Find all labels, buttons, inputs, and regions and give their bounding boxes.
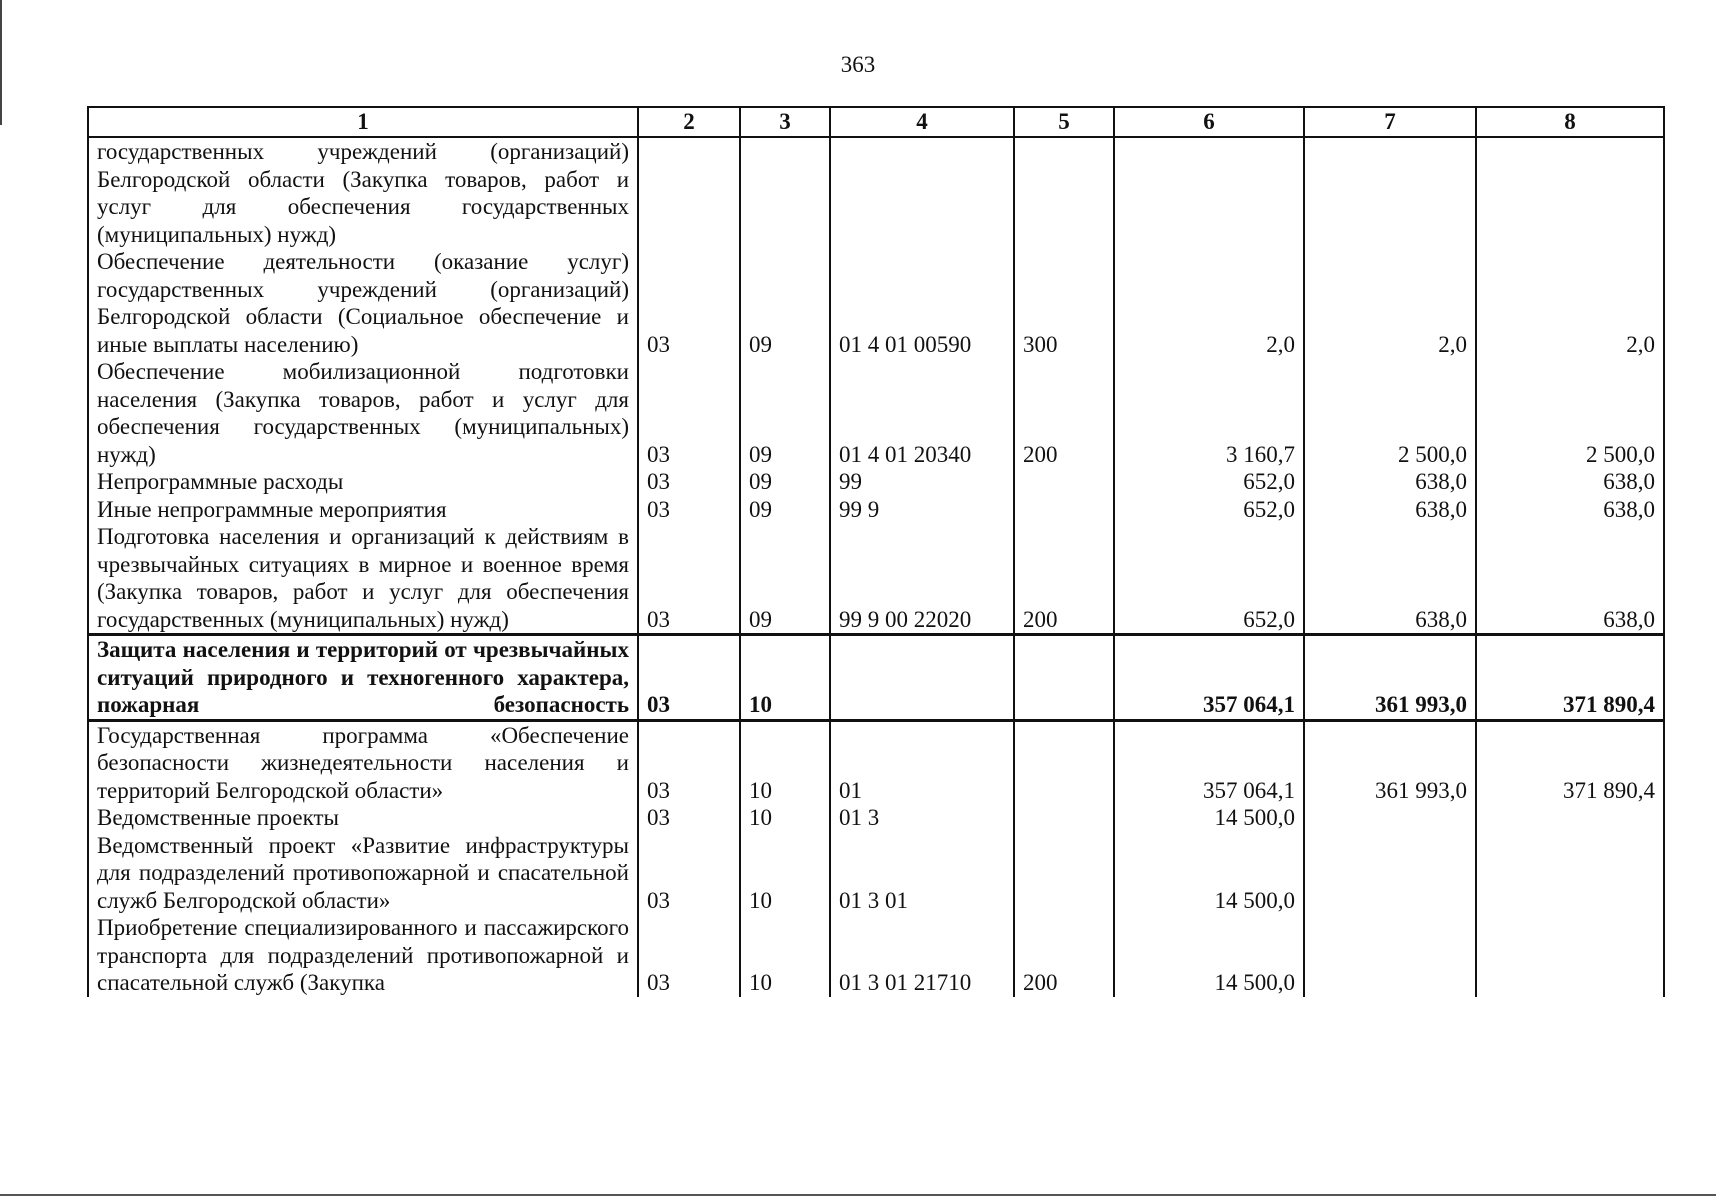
row-subsection-code: 10 — [740, 914, 830, 997]
col-header-5: 5 — [1014, 107, 1114, 137]
row-amount-col6: 652,0 — [1114, 468, 1304, 496]
row-section-code: 03 — [638, 914, 740, 997]
row-amount-col6: 14 500,0 — [1114, 804, 1304, 832]
row-amount-col8 — [1476, 137, 1664, 248]
row-target-article — [830, 137, 1014, 248]
row-description: Ведомственные проекты — [88, 804, 638, 832]
row-expense-type: 200 — [1014, 358, 1114, 468]
row-target-article: 01 3 01 — [830, 832, 1014, 915]
row-amount-col7: 2 500,0 — [1304, 358, 1476, 468]
row-description: Подготовка населения и организаций к действиям в чрезвычайных ситуациях в мирное и военное время (Закупка товаров, работ и услуг для обеспечения государственных (муниципальных) нужд) — [88, 523, 638, 635]
table-body — [88, 137, 1664, 997]
row-section-code: 03 — [638, 358, 740, 468]
row-section-code: 03 — [638, 496, 740, 524]
row-description: Обеспечение мобилизационной подготовки населения (Закупка товаров, работ и услуг для обеспечения государственных (муниципальных) нужд) — [88, 358, 638, 468]
row-target-article: 01 3 01 21710 — [830, 914, 1014, 997]
col-header-6: 6 — [1114, 107, 1304, 137]
row-section-code: 03 — [638, 468, 740, 496]
table-row — [88, 832, 1664, 915]
row-description: Приобретение специализированного и пассажирского транспорта для подразделений противопожарной и спасательной служб (Закупка — [88, 914, 638, 997]
header-row — [88, 107, 1664, 137]
scan-edge-bottom — [0, 1194, 1716, 1196]
col-header-3: 3 — [740, 107, 830, 137]
col-header-1: 1 — [88, 107, 638, 137]
row-expense-type — [1014, 720, 1114, 804]
row-subsection-code: 09 — [740, 496, 830, 524]
row-section-code: 03 — [638, 635, 740, 721]
row-description: Непрограммные расходы — [88, 468, 638, 496]
row-amount-col6: 3 160,7 — [1114, 358, 1304, 468]
row-amount-col6: 14 500,0 — [1114, 832, 1304, 915]
row-target-article: 99 9 00 22020 — [830, 523, 1014, 635]
row-description: Ведомственный проект «Развитие инфраструктуры для подразделений противопожарной и спасательной служб Белгородской области» — [88, 832, 638, 915]
table-row — [88, 248, 1664, 358]
table-row — [88, 804, 1664, 832]
col-header-8: 8 — [1476, 107, 1664, 137]
row-target-article: 99 — [830, 468, 1014, 496]
row-target-article: 01 4 01 20340 — [830, 358, 1014, 468]
col-header-4: 4 — [830, 107, 1014, 137]
row-expense-type — [1014, 137, 1114, 248]
row-target-article: 01 3 — [830, 804, 1014, 832]
row-amount-col6: 2,0 — [1114, 248, 1304, 358]
row-amount-col7: 638,0 — [1304, 523, 1476, 635]
row-description: Государственная программа «Обеспечение безопасности жизнедеятельности населения и территорий Белгородской области» — [88, 720, 638, 804]
row-amount-col8: 638,0 — [1476, 468, 1664, 496]
row-expense-type — [1014, 468, 1114, 496]
col-header-2: 2 — [638, 107, 740, 137]
row-description: Защита населения и территорий от чрезвычайных ситуаций природного и техногенного характера, пожарная безопасность — [88, 635, 638, 721]
row-expense-type — [1014, 496, 1114, 524]
row-amount-col7: 361 993,0 — [1304, 635, 1476, 721]
row-amount-col8: 371 890,4 — [1476, 635, 1664, 721]
row-target-article — [830, 635, 1014, 721]
row-expense-type — [1014, 635, 1114, 721]
row-amount-col8: 2,0 — [1476, 248, 1664, 358]
row-expense-type: 300 — [1014, 248, 1114, 358]
page-number: 363 — [840, 52, 876, 77]
budget-table — [87, 106, 1665, 997]
row-target-article: 99 9 — [830, 496, 1014, 524]
row-amount-col7 — [1304, 832, 1476, 915]
row-amount-col7 — [1304, 804, 1476, 832]
row-amount-col6: 14 500,0 — [1114, 914, 1304, 997]
row-subsection-code: 10 — [740, 804, 830, 832]
row-section-code: 03 — [638, 523, 740, 635]
row-amount-col6: 357 064,1 — [1114, 635, 1304, 721]
row-description: Обеспечение деятельности (оказание услуг) государственных учреждений (организаций) Белгородской области (Социальное обеспечение и иные выплаты населению) — [88, 248, 638, 358]
row-amount-col8: 371 890,4 — [1476, 720, 1664, 804]
table-row — [88, 523, 1664, 635]
row-amount-col7: 2,0 — [1304, 248, 1476, 358]
row-expense-type — [1014, 804, 1114, 832]
table-row — [88, 635, 1664, 721]
row-amount-col7 — [1304, 137, 1476, 248]
row-expense-type: 200 — [1014, 523, 1114, 635]
row-amount-col7: 361 993,0 — [1304, 720, 1476, 804]
row-amount-col6: 357 064,1 — [1114, 720, 1304, 804]
row-amount-col6 — [1114, 137, 1304, 248]
row-subsection-code: 10 — [740, 720, 830, 804]
row-section-code: 03 — [638, 720, 740, 804]
row-expense-type: 200 — [1014, 914, 1114, 997]
table-row — [88, 496, 1664, 524]
row-amount-col6: 652,0 — [1114, 496, 1304, 524]
row-subsection-code: 09 — [740, 248, 830, 358]
table-row — [88, 137, 1664, 248]
row-amount-col8 — [1476, 832, 1664, 915]
row-amount-col7: 638,0 — [1304, 496, 1476, 524]
row-subsection-code: 09 — [740, 468, 830, 496]
row-amount-col8: 2 500,0 — [1476, 358, 1664, 468]
row-section-code — [638, 137, 740, 248]
row-amount-col8 — [1476, 914, 1664, 997]
row-subsection-code: 09 — [740, 523, 830, 635]
row-amount-col7 — [1304, 914, 1476, 997]
row-section-code: 03 — [638, 248, 740, 358]
table-row — [88, 468, 1664, 496]
row-amount-col7: 638,0 — [1304, 468, 1476, 496]
row-amount-col6: 652,0 — [1114, 523, 1304, 635]
row-subsection-code: 09 — [740, 358, 830, 468]
row-section-code: 03 — [638, 804, 740, 832]
table-row — [88, 358, 1664, 468]
table-row — [88, 914, 1664, 997]
row-expense-type — [1014, 832, 1114, 915]
col-header-7: 7 — [1304, 107, 1476, 137]
row-amount-col8 — [1476, 804, 1664, 832]
row-subsection-code: 10 — [740, 832, 830, 915]
row-section-code: 03 — [638, 832, 740, 915]
row-subsection-code — [740, 137, 830, 248]
row-amount-col8: 638,0 — [1476, 523, 1664, 635]
row-description: государственных учреждений (организаций) Белгородской области (Закупка товаров, работ и услуг для обеспечения государственных (муниципальных) нужд) — [88, 137, 638, 248]
row-target-article: 01 4 01 00590 — [830, 248, 1014, 358]
row-amount-col8: 638,0 — [1476, 496, 1664, 524]
row-subsection-code: 10 — [740, 635, 830, 721]
row-target-article: 01 — [830, 720, 1014, 804]
row-description: Иные непрограммные мероприятия — [88, 496, 638, 524]
table-row — [88, 720, 1664, 804]
